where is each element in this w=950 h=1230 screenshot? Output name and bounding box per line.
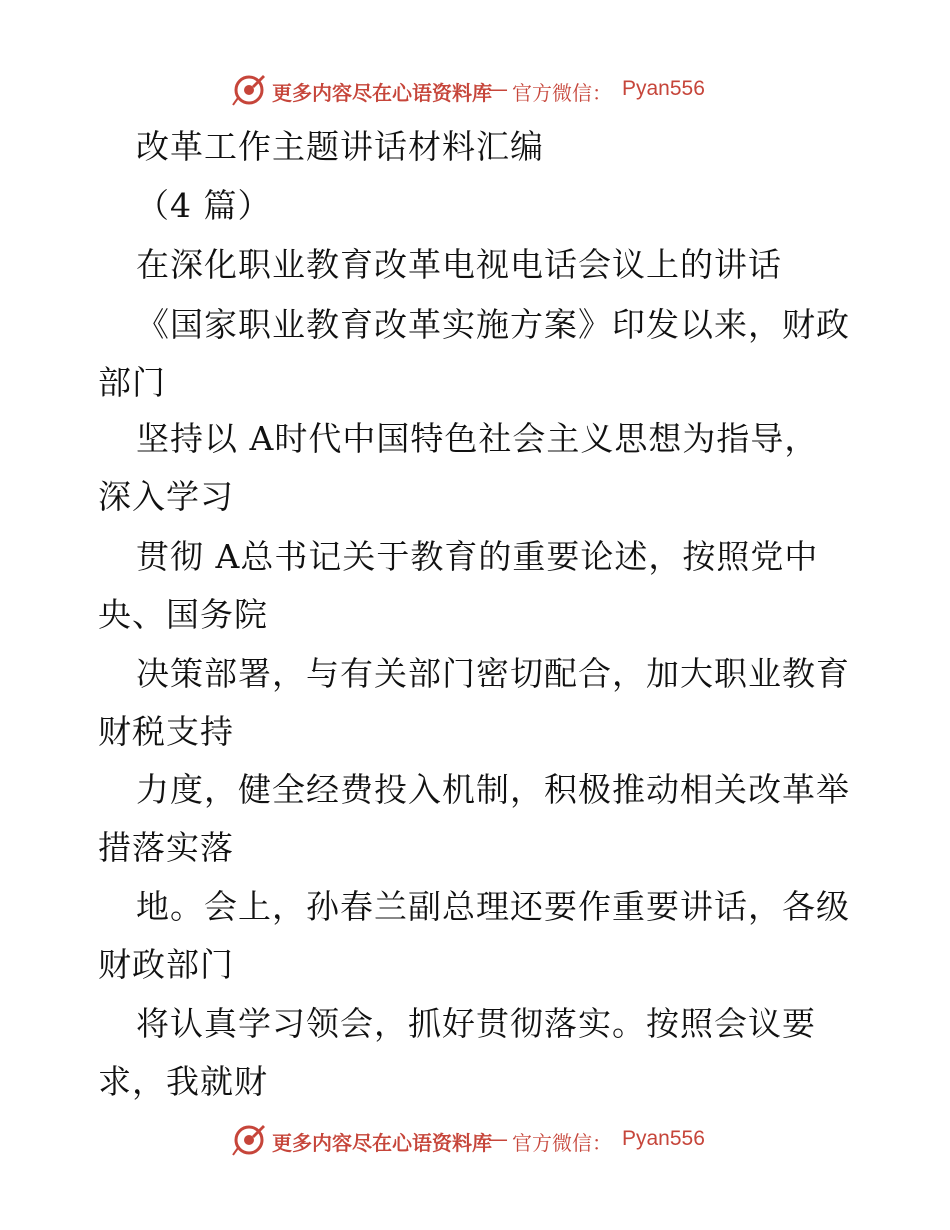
watermark-brand: 更多内容尽在心语资料库 [272,81,492,105]
watermark-dash: — [488,1127,508,1151]
watermark-official-label: 官方微信： [512,81,612,105]
document-title: 改革工作主题讲话材料汇编 [136,127,544,166]
paragraph-line: 深入学习 [98,477,234,516]
paragraph-line: 决策部署，与有关部门密切配合，加大职业教育 [136,654,850,693]
header-watermark [0,70,950,110]
paragraph-line: 求，我就财 [98,1062,268,1101]
paragraph-line: 《国家职业教育改革实施方案》印发以来，财政 [136,305,850,344]
watermark-official-label: 官方微信： [512,1131,612,1155]
speech-heading: 在深化职业教育改革电视电话会议上的讲话 [136,245,782,284]
quill-logo-icon [232,72,266,106]
watermark-wechat-id: Pyan556 [622,1127,705,1150]
paragraph-line: 力度，健全经费投入机制，积极推动相关改革举 [136,770,850,809]
paragraph-line: 措落实落 [98,828,234,867]
footer-watermark [0,1120,950,1160]
paragraph-line: 坚持以 A时代中国特色社会主义思想为指导， [136,419,819,458]
paragraph-line: 地。会上，孙春兰副总理还要作重要讲话，各级 [136,887,850,926]
document-count: （4 篇） [136,186,272,225]
paragraph-line: 将认真学习领会，抓好贯彻落实。按照会议要 [136,1004,816,1043]
paragraph-line: 财税支持 [98,712,234,751]
watermark-dash: — [488,77,508,101]
watermark-brand: 更多内容尽在心语资料库 [272,1131,492,1155]
paragraph-line: 贯彻 A总书记关于教育的重要论述，按照党中 [136,537,819,576]
watermark-wechat-id: Pyan556 [622,77,705,100]
paragraph-line: 部门 [98,363,166,402]
paragraph-line: 央、国务院 [98,595,268,634]
paragraph-line: 财政部门 [98,945,234,984]
quill-logo-icon [232,1122,266,1156]
